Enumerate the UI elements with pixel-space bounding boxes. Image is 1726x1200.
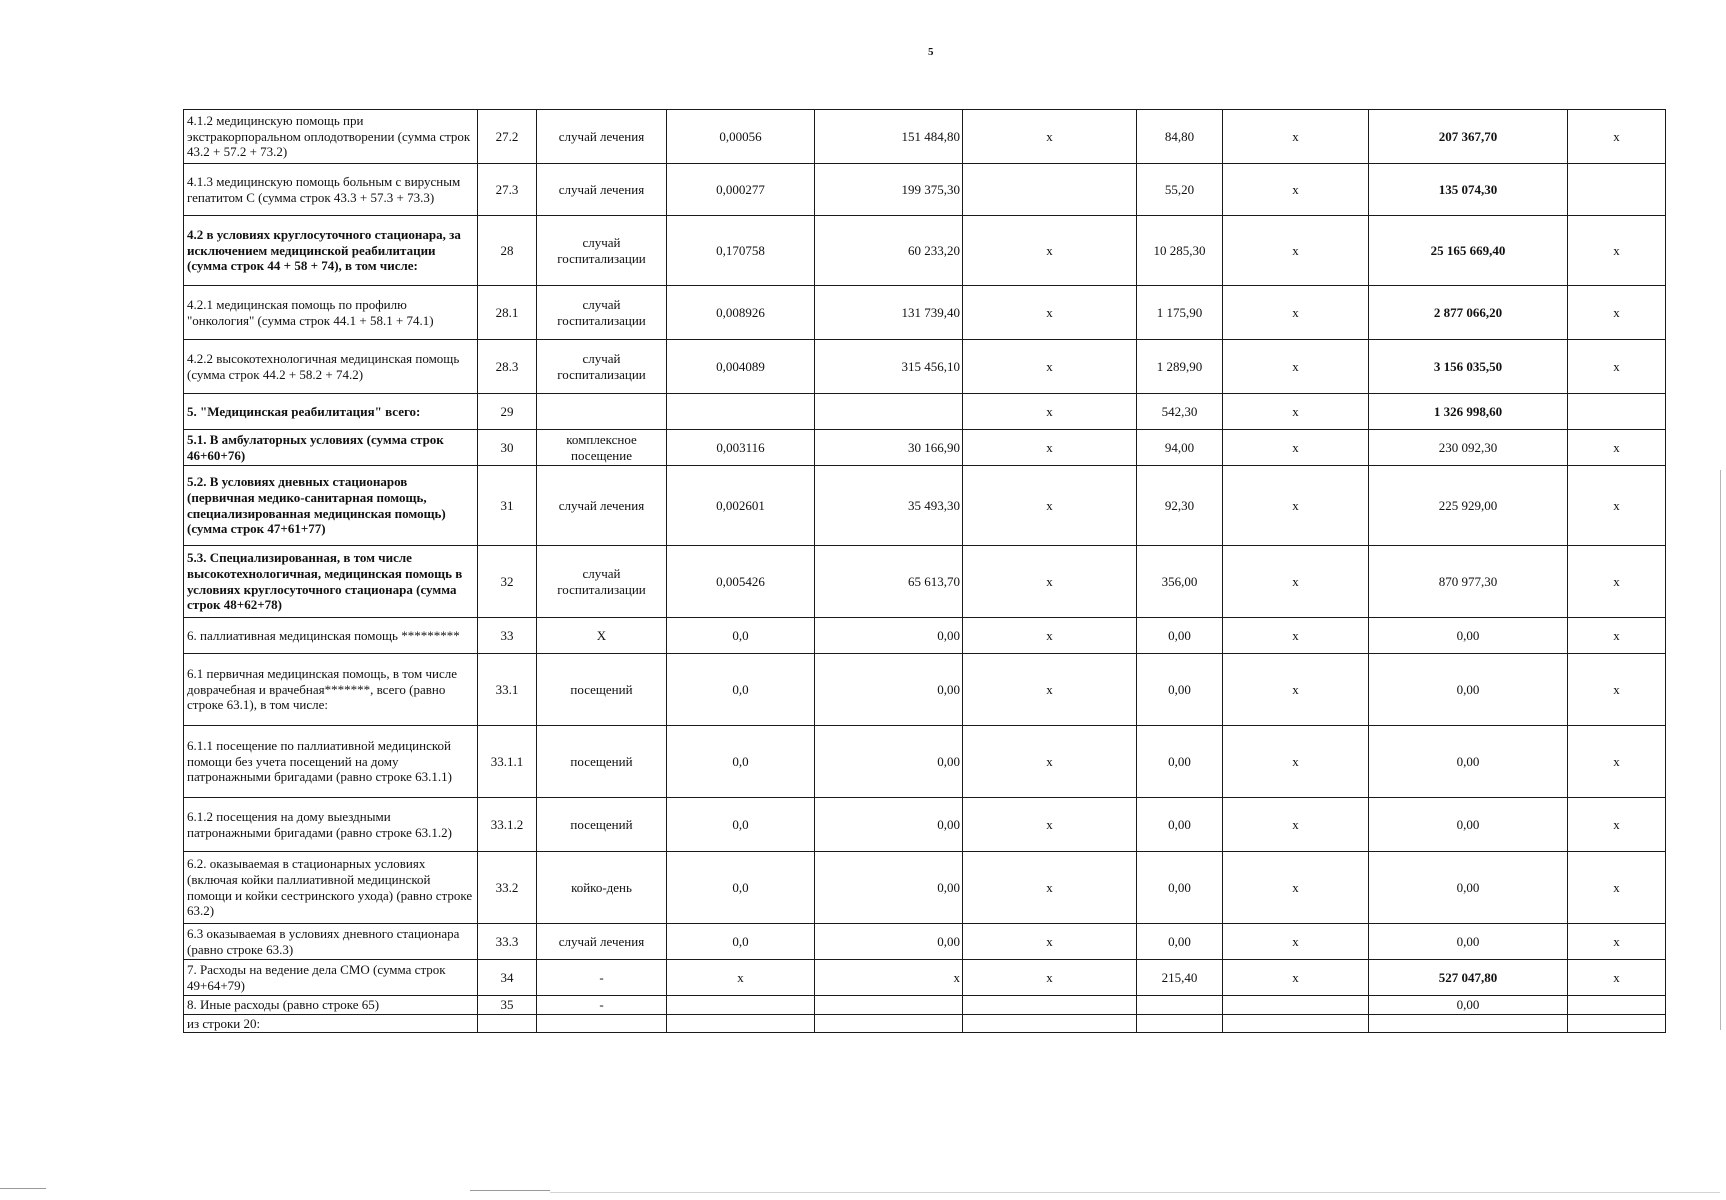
table-row bbox=[184, 960, 1666, 996]
cell-c10 bbox=[1568, 996, 1666, 1015]
cell-unit: Х bbox=[537, 618, 667, 654]
cell-c9: 527 047,80 bbox=[1369, 960, 1568, 996]
cell-c8: х bbox=[1223, 110, 1369, 164]
cell-cost: 131 739,40 bbox=[815, 286, 963, 340]
cell-volume bbox=[667, 1014, 815, 1032]
cell-c7: 0,00 bbox=[1137, 726, 1223, 798]
cell-c9: 870 977,30 bbox=[1369, 546, 1568, 618]
cell-unit bbox=[537, 394, 667, 430]
cell-c8: х bbox=[1223, 852, 1369, 924]
cell-c8: х bbox=[1223, 924, 1369, 960]
cell-row-no: 32 bbox=[478, 546, 537, 618]
cell-c7: 0,00 bbox=[1137, 924, 1223, 960]
table-row bbox=[184, 164, 1666, 216]
cell-unit: случай госпитализации bbox=[537, 546, 667, 618]
cell-row-no: 33.1.1 bbox=[478, 726, 537, 798]
cell-name: 6.1.1 посещение по паллиативной медицинской помощи без учета посещений на дому патронажными бригадами (равно строке 63.1.1) bbox=[184, 726, 478, 798]
cell-c6: х bbox=[963, 960, 1137, 996]
cell-unit: случай лечения bbox=[537, 164, 667, 216]
cell-unit: - bbox=[537, 960, 667, 996]
cell-cost bbox=[815, 394, 963, 430]
cell-c7: 0,00 bbox=[1137, 654, 1223, 726]
cell-name: 6. паллиативная медицинская помощь ********* bbox=[184, 618, 478, 654]
table-body bbox=[184, 110, 1666, 1033]
cell-volume: 0,0 bbox=[667, 654, 815, 726]
cell-name: 4.1.2 медицинскую помощь при экстракорпоральном оплодотворении (сумма строк 43.2 + 57.2 + 73.2) bbox=[184, 110, 478, 164]
cell-volume: 0,0 bbox=[667, 726, 815, 798]
table-row bbox=[184, 654, 1666, 726]
cell-c9: 0,00 bbox=[1369, 726, 1568, 798]
cell-c6: х bbox=[963, 798, 1137, 852]
table-row bbox=[184, 798, 1666, 852]
cell-c8: х bbox=[1223, 618, 1369, 654]
cell-cost: 199 375,30 bbox=[815, 164, 963, 216]
cell-c10: х bbox=[1568, 852, 1666, 924]
cell-c7: 0,00 bbox=[1137, 852, 1223, 924]
cell-c7: 92,30 bbox=[1137, 466, 1223, 546]
cell-volume: 0,0 bbox=[667, 618, 815, 654]
cell-c10: х bbox=[1568, 340, 1666, 394]
cell-c6: х bbox=[963, 654, 1137, 726]
cell-unit: случай лечения bbox=[537, 924, 667, 960]
cell-name: 6.1 первичная медицинская помощь, в том числе доврачебная и врачебная*******, всего (равно строке 63.1), в том числе: bbox=[184, 654, 478, 726]
cell-c8: х bbox=[1223, 340, 1369, 394]
cell-unit: посещений bbox=[537, 798, 667, 852]
cell-cost: 35 493,30 bbox=[815, 466, 963, 546]
cell-c8: х bbox=[1223, 164, 1369, 216]
cell-volume: 0,170758 bbox=[667, 216, 815, 286]
cell-c6: х bbox=[963, 546, 1137, 618]
cell-cost: 30 166,90 bbox=[815, 430, 963, 466]
cell-c10 bbox=[1568, 164, 1666, 216]
cell-name: 8. Иные расходы (равно строке 65) bbox=[184, 996, 478, 1015]
cell-volume: 0,008926 bbox=[667, 286, 815, 340]
cell-name: 6.3 оказываемая в условиях дневного стационара (равно строке 63.3) bbox=[184, 924, 478, 960]
scan-artifact-line bbox=[0, 1188, 46, 1189]
cell-row-no: 28.3 bbox=[478, 340, 537, 394]
cell-c10: х bbox=[1568, 430, 1666, 466]
table-row bbox=[184, 924, 1666, 960]
cell-c9: 25 165 669,40 bbox=[1369, 216, 1568, 286]
cell-c9: 0,00 bbox=[1369, 618, 1568, 654]
table-row bbox=[184, 430, 1666, 466]
cell-unit bbox=[537, 1014, 667, 1032]
table-row bbox=[184, 110, 1666, 164]
cell-row-no: 27.2 bbox=[478, 110, 537, 164]
cell-c6: х bbox=[963, 430, 1137, 466]
cell-c6: х bbox=[963, 466, 1137, 546]
cell-c9: 0,00 bbox=[1369, 996, 1568, 1015]
cell-c8: х bbox=[1223, 286, 1369, 340]
cell-name: 5.3. Специализированная, в том числе высокотехнологичная, медицинская помощь в условиях круглосуточного стационара (сумма строк 48+62+78) bbox=[184, 546, 478, 618]
cell-name: 5.1. В амбулаторных условиях (сумма строк 46+60+76) bbox=[184, 430, 478, 466]
cell-unit: случай госпитализации bbox=[537, 286, 667, 340]
cell-name: 4.1.3 медицинскую помощь больным с вирусным гепатитом С (сумма строк 43.3 + 57.3 + 73.3) bbox=[184, 164, 478, 216]
cell-c7: 94,00 bbox=[1137, 430, 1223, 466]
cell-row-no: 35 bbox=[478, 996, 537, 1015]
cell-row-no: 34 bbox=[478, 960, 537, 996]
cell-volume: х bbox=[667, 960, 815, 996]
table-row bbox=[184, 726, 1666, 798]
cell-cost: 315 456,10 bbox=[815, 340, 963, 394]
cell-c9: 230 092,30 bbox=[1369, 430, 1568, 466]
cell-c8: х bbox=[1223, 654, 1369, 726]
cell-c7: 0,00 bbox=[1137, 618, 1223, 654]
cell-name: 4.2.1 медицинская помощь по профилю "онкология" (сумма строк 44.1 + 58.1 + 74.1) bbox=[184, 286, 478, 340]
cell-row-no: 31 bbox=[478, 466, 537, 546]
cell-unit: посещений bbox=[537, 654, 667, 726]
cell-unit: койко-день bbox=[537, 852, 667, 924]
cell-volume: 0,0 bbox=[667, 924, 815, 960]
cell-c6: х bbox=[963, 852, 1137, 924]
scan-artifact-edge bbox=[1720, 470, 1721, 1030]
cell-unit: посещений bbox=[537, 726, 667, 798]
cell-volume: 0,002601 bbox=[667, 466, 815, 546]
cell-cost: 0,00 bbox=[815, 852, 963, 924]
cell-c8 bbox=[1223, 996, 1369, 1015]
cell-unit: случай госпитализации bbox=[537, 340, 667, 394]
cell-c6: х bbox=[963, 618, 1137, 654]
cell-c7: 356,00 bbox=[1137, 546, 1223, 618]
table-row bbox=[184, 340, 1666, 394]
cell-c6: х bbox=[963, 726, 1137, 798]
cell-row-no: 33 bbox=[478, 618, 537, 654]
cell-volume bbox=[667, 394, 815, 430]
cell-c8: х bbox=[1223, 466, 1369, 546]
cell-name: из строки 20: bbox=[184, 1014, 478, 1032]
cell-c7: 84,80 bbox=[1137, 110, 1223, 164]
cell-row-no bbox=[478, 1014, 537, 1032]
cell-c10: х bbox=[1568, 286, 1666, 340]
table-row bbox=[184, 216, 1666, 286]
scan-artifact-line bbox=[470, 1190, 550, 1191]
cell-c9: 0,00 bbox=[1369, 924, 1568, 960]
cell-cost: 0,00 bbox=[815, 618, 963, 654]
cell-c8: х bbox=[1223, 430, 1369, 466]
table-row bbox=[184, 618, 1666, 654]
cell-c10: х bbox=[1568, 110, 1666, 164]
cell-c10: х bbox=[1568, 618, 1666, 654]
cell-c8: х bbox=[1223, 960, 1369, 996]
cell-c6: х bbox=[963, 394, 1137, 430]
cell-unit: случай лечения bbox=[537, 466, 667, 546]
cell-c9: 207 367,70 bbox=[1369, 110, 1568, 164]
table-row bbox=[184, 1014, 1666, 1032]
cell-c6: х bbox=[963, 216, 1137, 286]
cell-c9: 2 877 066,20 bbox=[1369, 286, 1568, 340]
cell-c10 bbox=[1568, 1014, 1666, 1032]
cell-name: 7. Расходы на ведение дела СМО (сумма строк 49+64+79) bbox=[184, 960, 478, 996]
cell-c6 bbox=[963, 1014, 1137, 1032]
cell-volume: 0,0 bbox=[667, 852, 815, 924]
cell-c10: х bbox=[1568, 960, 1666, 996]
cell-row-no: 33.1 bbox=[478, 654, 537, 726]
scan-artifact-line bbox=[550, 1192, 1720, 1193]
cell-cost bbox=[815, 996, 963, 1015]
cell-c8: х bbox=[1223, 216, 1369, 286]
cell-c10: х bbox=[1568, 654, 1666, 726]
cell-cost: 0,00 bbox=[815, 924, 963, 960]
cell-c9: 1 326 998,60 bbox=[1369, 394, 1568, 430]
cell-c8: х bbox=[1223, 798, 1369, 852]
cell-c9: 0,00 bbox=[1369, 654, 1568, 726]
cell-cost: х bbox=[815, 960, 963, 996]
cell-c9: 135 074,30 bbox=[1369, 164, 1568, 216]
data-table bbox=[183, 109, 1666, 1033]
table-row bbox=[184, 466, 1666, 546]
cell-c9: 3 156 035,50 bbox=[1369, 340, 1568, 394]
cell-unit: случай госпитализации bbox=[537, 216, 667, 286]
table-row bbox=[184, 394, 1666, 430]
table-row bbox=[184, 286, 1666, 340]
cell-c6: х bbox=[963, 924, 1137, 960]
cell-row-no: 27.3 bbox=[478, 164, 537, 216]
cell-cost: 0,00 bbox=[815, 798, 963, 852]
cell-volume: 0,000277 bbox=[667, 164, 815, 216]
cell-c8: х bbox=[1223, 394, 1369, 430]
cell-c9: 0,00 bbox=[1369, 798, 1568, 852]
cell-c9 bbox=[1369, 1014, 1568, 1032]
cell-c10: х bbox=[1568, 924, 1666, 960]
cell-c9: 0,00 bbox=[1369, 852, 1568, 924]
cell-cost bbox=[815, 1014, 963, 1032]
cell-c10: х bbox=[1568, 798, 1666, 852]
cell-cost: 60 233,20 bbox=[815, 216, 963, 286]
cell-c8: х bbox=[1223, 546, 1369, 618]
cell-name: 4.2.2 высокотехнологичная медицинская помощь (сумма строк 44.2 + 58.2 + 74.2) bbox=[184, 340, 478, 394]
cell-c7: 55,20 bbox=[1137, 164, 1223, 216]
cell-c6: х bbox=[963, 286, 1137, 340]
cell-volume: 0,00056 bbox=[667, 110, 815, 164]
cell-cost: 151 484,80 bbox=[815, 110, 963, 164]
cell-c7: 215,40 bbox=[1137, 960, 1223, 996]
cell-c10 bbox=[1568, 394, 1666, 430]
cell-volume: 0,004089 bbox=[667, 340, 815, 394]
cell-volume bbox=[667, 996, 815, 1015]
cell-row-no: 28.1 bbox=[478, 286, 537, 340]
cell-cost: 0,00 bbox=[815, 654, 963, 726]
cell-c10: х bbox=[1568, 726, 1666, 798]
cell-c7: 542,30 bbox=[1137, 394, 1223, 430]
cell-c7 bbox=[1137, 996, 1223, 1015]
table-row bbox=[184, 546, 1666, 618]
cell-c10: х bbox=[1568, 216, 1666, 286]
cell-unit: случай лечения bbox=[537, 110, 667, 164]
cell-cost: 65 613,70 bbox=[815, 546, 963, 618]
cell-row-no: 30 bbox=[478, 430, 537, 466]
cell-c7 bbox=[1137, 1014, 1223, 1032]
cell-row-no: 33.1.2 bbox=[478, 798, 537, 852]
cell-c8 bbox=[1223, 1014, 1369, 1032]
cell-c6 bbox=[963, 996, 1137, 1015]
cell-unit: комплексное посещение bbox=[537, 430, 667, 466]
cell-row-no: 33.2 bbox=[478, 852, 537, 924]
cell-c7: 1 289,90 bbox=[1137, 340, 1223, 394]
cell-c7: 10 285,30 bbox=[1137, 216, 1223, 286]
cell-row-no: 33.3 bbox=[478, 924, 537, 960]
cell-volume: 0,003116 bbox=[667, 430, 815, 466]
cell-volume: 0,0 bbox=[667, 798, 815, 852]
cell-volume: 0,005426 bbox=[667, 546, 815, 618]
cell-c6: х bbox=[963, 110, 1137, 164]
cell-row-no: 29 bbox=[478, 394, 537, 430]
cell-c6 bbox=[963, 164, 1137, 216]
cell-c7: 0,00 bbox=[1137, 798, 1223, 852]
cell-c10: х bbox=[1568, 546, 1666, 618]
table-row bbox=[184, 996, 1666, 1015]
cell-unit: - bbox=[537, 996, 667, 1015]
cell-c6: х bbox=[963, 340, 1137, 394]
cell-cost: 0,00 bbox=[815, 726, 963, 798]
table-row bbox=[184, 852, 1666, 924]
cell-c10: х bbox=[1568, 466, 1666, 546]
cell-c7: 1 175,90 bbox=[1137, 286, 1223, 340]
cell-name: 5. "Медицинская реабилитация" всего: bbox=[184, 394, 478, 430]
cell-c9: 225 929,00 bbox=[1369, 466, 1568, 546]
cell-c8: х bbox=[1223, 726, 1369, 798]
cell-name: 4.2 в условиях круглосуточного стационара, за исключением медицинской реабилитации (сумма строк 44 + 58 + 74), в том числе: bbox=[184, 216, 478, 286]
cell-name: 6.2. оказываемая в стационарных условиях (включая койки паллиативной медицинской помощи и койки сестринского ухода) (равно строке 63.2) bbox=[184, 852, 478, 924]
cell-name: 6.1.2 посещения на дому выездными патронажными бригадами (равно строке 63.1.2) bbox=[184, 798, 478, 852]
cell-name: 5.2. В условиях дневных стационаров (первичная медико-санитарная помощь, специализированная медицинская помощь) (сумма строк 47+61+77) bbox=[184, 466, 478, 546]
cell-row-no: 28 bbox=[478, 216, 537, 286]
page-number: 5 bbox=[928, 46, 934, 58]
